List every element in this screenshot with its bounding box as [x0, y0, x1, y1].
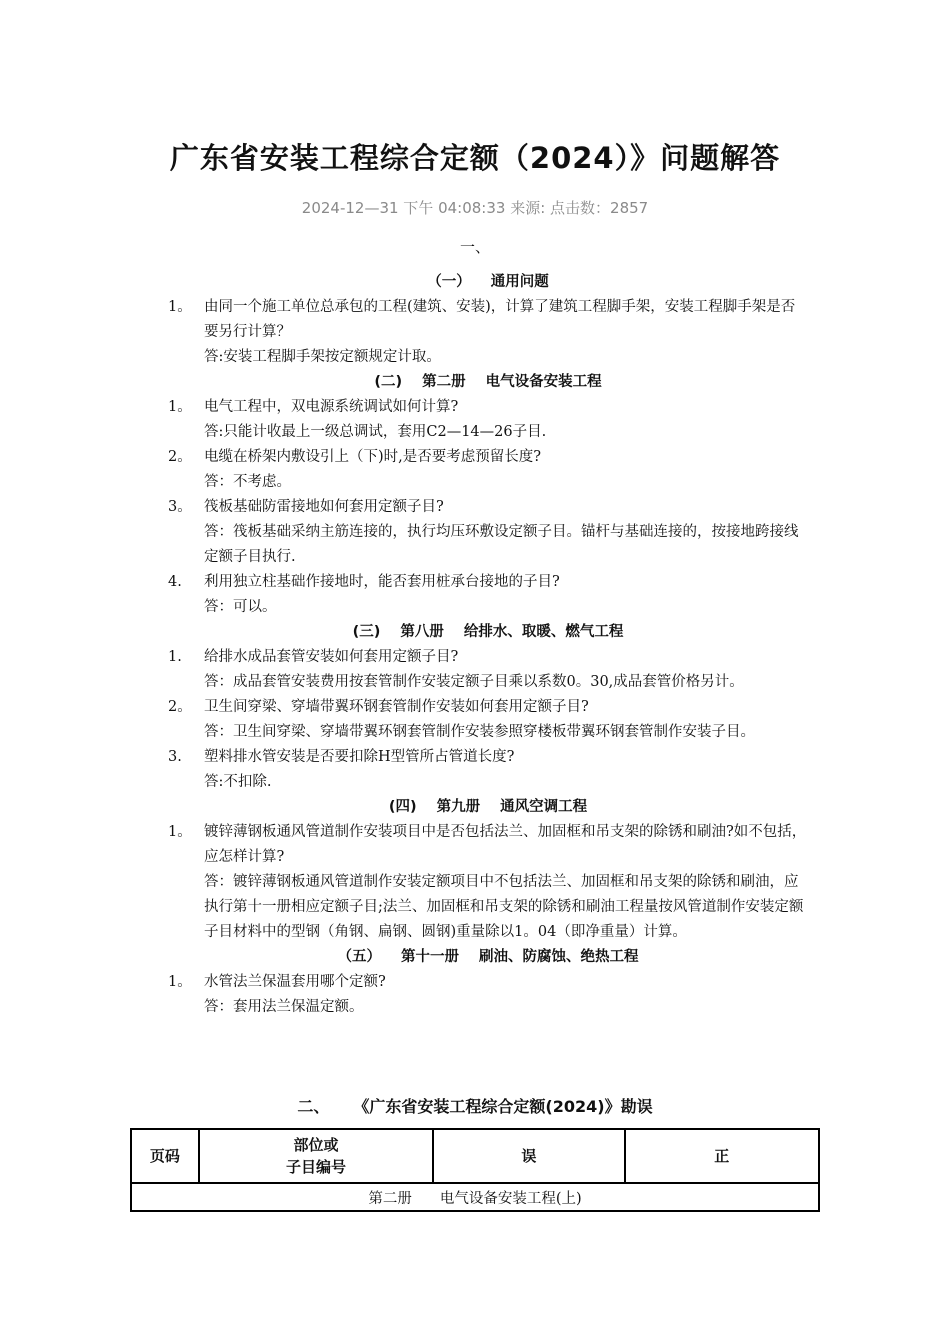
column-header-correct: 正: [625, 1129, 819, 1183]
group-name: 通用问题: [490, 274, 549, 290]
column-header-location-line2: 子目编号: [285, 1158, 346, 1176]
group-label: (四): [388, 799, 417, 815]
section-two-title: 《广东省安装工程综合定额(2024)》勘误: [353, 1097, 653, 1116]
question-number: 2。: [168, 699, 192, 715]
section-two-number: 二、: [297, 1097, 330, 1116]
question-item: [168, 570, 808, 595]
question-item: [168, 820, 808, 870]
question-number: 1.: [168, 649, 182, 665]
group-heading: [168, 945, 808, 970]
group-name: 通风空调工程: [500, 799, 588, 815]
question-item: [168, 695, 808, 720]
group-label: （五）: [337, 949, 381, 965]
question-item: [168, 295, 808, 345]
question-number: 1。: [168, 974, 192, 990]
answer-text: 答:安装工程脚手架按定额规定计取。: [204, 349, 441, 365]
group-label: （一）: [427, 274, 471, 290]
question-number: 2。: [168, 449, 192, 465]
question-number: 1。: [168, 299, 192, 315]
column-header-page: 页码: [131, 1129, 199, 1183]
section-two-heading: [0, 1094, 950, 1117]
group-heading: [168, 270, 808, 295]
question-text: 筏板基础防雷接地如何套用定额子目?: [204, 499, 444, 515]
answer-text: 答：套用法兰保温定额。: [204, 999, 364, 1015]
errata-book: 第二册: [368, 1190, 412, 1207]
question-text: 利用独立柱基础作接地时，能否套用桩承台接地的子目?: [204, 574, 560, 590]
question-text: 水管法兰保温套用哪个定额?: [204, 974, 386, 990]
question-item: [168, 645, 808, 670]
question-text: 给排水成品套管安装如何套用定额子目?: [204, 649, 459, 665]
group-heading: [168, 370, 808, 395]
section-one-heading: 一、: [459, 238, 490, 256]
answer-text: 答：筏板基础采纳主筋连接的，执行均压环敷设定额子目。锚杆与基础连接的，按接地跨接线定额子目执行.: [204, 524, 799, 565]
answer-text: 答：镀锌薄钢板通风管道制作安装定额项目中不包括法兰、加固框和吊支架的除锈和刷油，应执行第十一册相应定额子目;法兰、加固框和吊支架的除锈和刷油工程量按风管道制作安装定额子目材料中的型钢（角钢、扁钢、圆钢)重量除以1。04（即净重量）计算。: [204, 874, 804, 940]
group-heading: [168, 620, 808, 645]
question-item: [168, 970, 808, 995]
group-name: 刷油、防腐蚀、绝热工程: [479, 949, 639, 965]
question-number: 4.: [168, 574, 182, 590]
group-book: 第十一册: [401, 949, 459, 965]
errata-table: [130, 1128, 820, 1212]
column-header-location: [199, 1129, 433, 1183]
group-book: 第二册: [422, 374, 466, 390]
column-header-location-line1: 部位或: [293, 1136, 339, 1154]
group-book: 第九册: [436, 799, 481, 815]
question-number: 1。: [168, 824, 192, 840]
errata-book-name: 电气设备安装工程(上): [439, 1190, 582, 1207]
answer-text: 答：卫生间穿梁、穿墙带翼环钢套管制作安装参照穿楼板带翼环钢套管制作安装子目。: [204, 724, 755, 740]
question-text: 塑料排水管安装是否要扣除H型管所占管道长度?: [204, 749, 515, 765]
document-meta: 2024-12—31 下午 04:08:33 来源: 点击数：2857: [301, 199, 649, 217]
answer-text: 答：成品套管安装费用按套管制作安装定额子目乘以系数0。30,成品套管价格另计。: [204, 674, 744, 690]
question-text: 电气工程中，双电源系统调试如何计算?: [204, 399, 459, 415]
question-item: [168, 445, 808, 470]
group-label: (三): [352, 624, 381, 640]
table-row: [131, 1183, 819, 1211]
group-heading: [168, 795, 808, 820]
errata-section-cell: [131, 1183, 819, 1211]
document-title: 广东省安装工程综合定额（2024）》问题解答: [169, 141, 781, 175]
answer-text: 答：可以。: [204, 599, 277, 615]
question-text: 由同一个施工单位总承包的工程(建筑、安装)，计算了建筑工程脚手架，安装工程脚手架是否要另行计算？: [204, 299, 796, 340]
question-number: 3。: [168, 499, 192, 515]
question-item: [168, 745, 808, 770]
qa-body: [168, 270, 808, 1020]
question-text: 镀锌薄钢板通风管道制作安装项目中是否包括法兰、加固框和吊支架的除锈和刷油?如不包括，应怎样计算?: [204, 824, 807, 865]
group-label: (二): [374, 374, 403, 390]
question-item: [168, 395, 808, 420]
errata-header-row: [131, 1129, 819, 1183]
answer-text: 答:不扣除.: [204, 774, 272, 790]
question-number: 1。: [168, 399, 192, 415]
question-number: 3.: [168, 749, 182, 765]
answer-text: 答:只能计收最上一级总调试，套用C2—14—26子目.: [204, 424, 547, 440]
question-text: 卫生间穿梁、穿墙带翼环钢套管制作安装如何套用定额子目?: [204, 699, 589, 715]
question-text: 电缆在桥架内敷设引上（下)时,是否要考虑预留长度?: [204, 449, 542, 465]
column-header-wrong: 误: [433, 1129, 624, 1183]
group-book: 第八册: [400, 624, 444, 640]
group-name: 给排水、取暖、燃气工程: [463, 624, 624, 640]
answer-text: 答：不考虑。: [204, 474, 291, 490]
group-name: 电气设备安装工程: [485, 374, 602, 390]
question-item: [168, 495, 808, 520]
